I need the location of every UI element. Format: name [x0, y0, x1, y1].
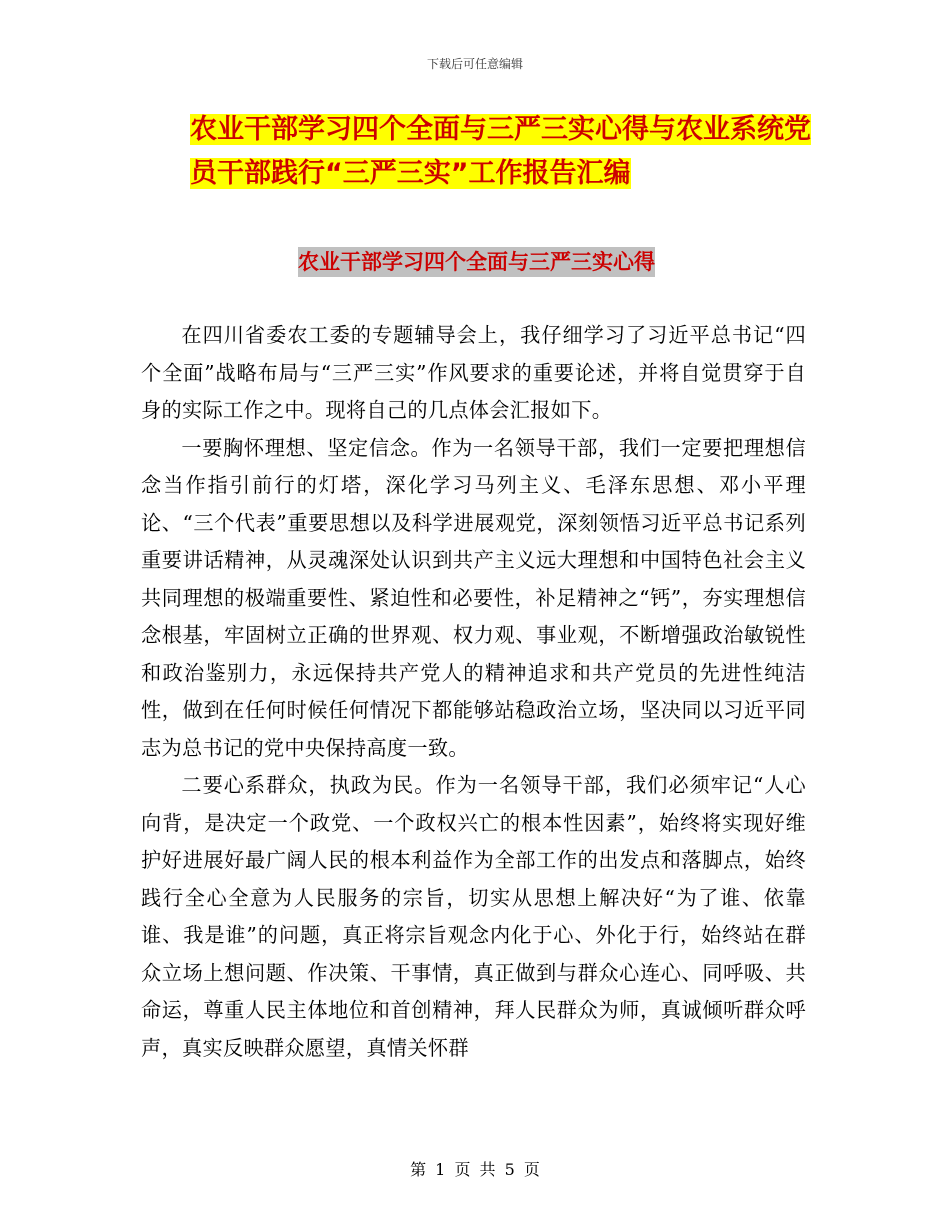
section-title: 农业干部学习四个全面与三严三实心得	[298, 247, 655, 277]
document-title	[190, 108, 830, 196]
page-header-note: 下载后可任意编辑	[426, 57, 523, 71]
paragraph-point-1: 一要胸怀理想、坚定信念。作为一名领导干部，我们一定要把理想信念当作指引前行的灯塔，深化学习马列主义、毛泽东思想、邓小平理论、“三个代表”重要思想以及科学进展观党，深刻领悟习近平总书记系列重要讲话精神，从灵魂深处认识到共产主义远大理想和中国特色社会主义共同理想的极端重要性、紧迫性和必要性，补足精神之“钙”，夯实理想信念根基，牢固树立正确的世界观、权力观、事业观，不断增强政治敏锐性和政治鉴别力，永远保持共产党人的精神追求和共产党员的先进性纯洁性，做到在任何时候任何情况下都能够站稳政治立场，坚决同以习近平同志为总书记的党中央保持高度一致。	[141, 435, 806, 760]
paragraph-intro: 在四川省委农工委的专题辅导会上，我仔细学习了习近平总书记“四个全面”战略布局与“三严三实”作风要求的重要论述，并将自觉贯穿于自身的实际工作之中。现将自己的几点体会汇报如下。	[141, 323, 806, 422]
paragraph-point-2: 二要心系群众，执政为民。作为一名领导干部，我们必须牢记“人心向背，是决定一个政党、一个政权兴亡的根本性因素”，始终将实现好维护好进展好最广阔人民的根本利益作为全部工作的出发点和落脚点，始终践行全心全意为人民服务的宗旨，切实从思想上解决好“为了谁、依靠谁、我是谁”的问题，真正将宗旨观念内化于心、外化于行，始终站在群众立场上想问题、作决策、干事情，真正做到与群众心连心、同呼吸、共命运，尊重人民主体地位和首创精神，拜人民群众为师，真诚倾听群众呼声，真实反映群众愿望，真情关怀群	[141, 773, 806, 1060]
page-number: 第 1 页 共 5 页	[410, 1160, 540, 1179]
title-line-2: 员干部践行“三严三实”工作报告汇编	[190, 158, 631, 189]
title-line-1: 农业干部学习四个全面与三严三实心得与农业系统党	[190, 114, 811, 145]
document-body	[141, 317, 806, 1067]
